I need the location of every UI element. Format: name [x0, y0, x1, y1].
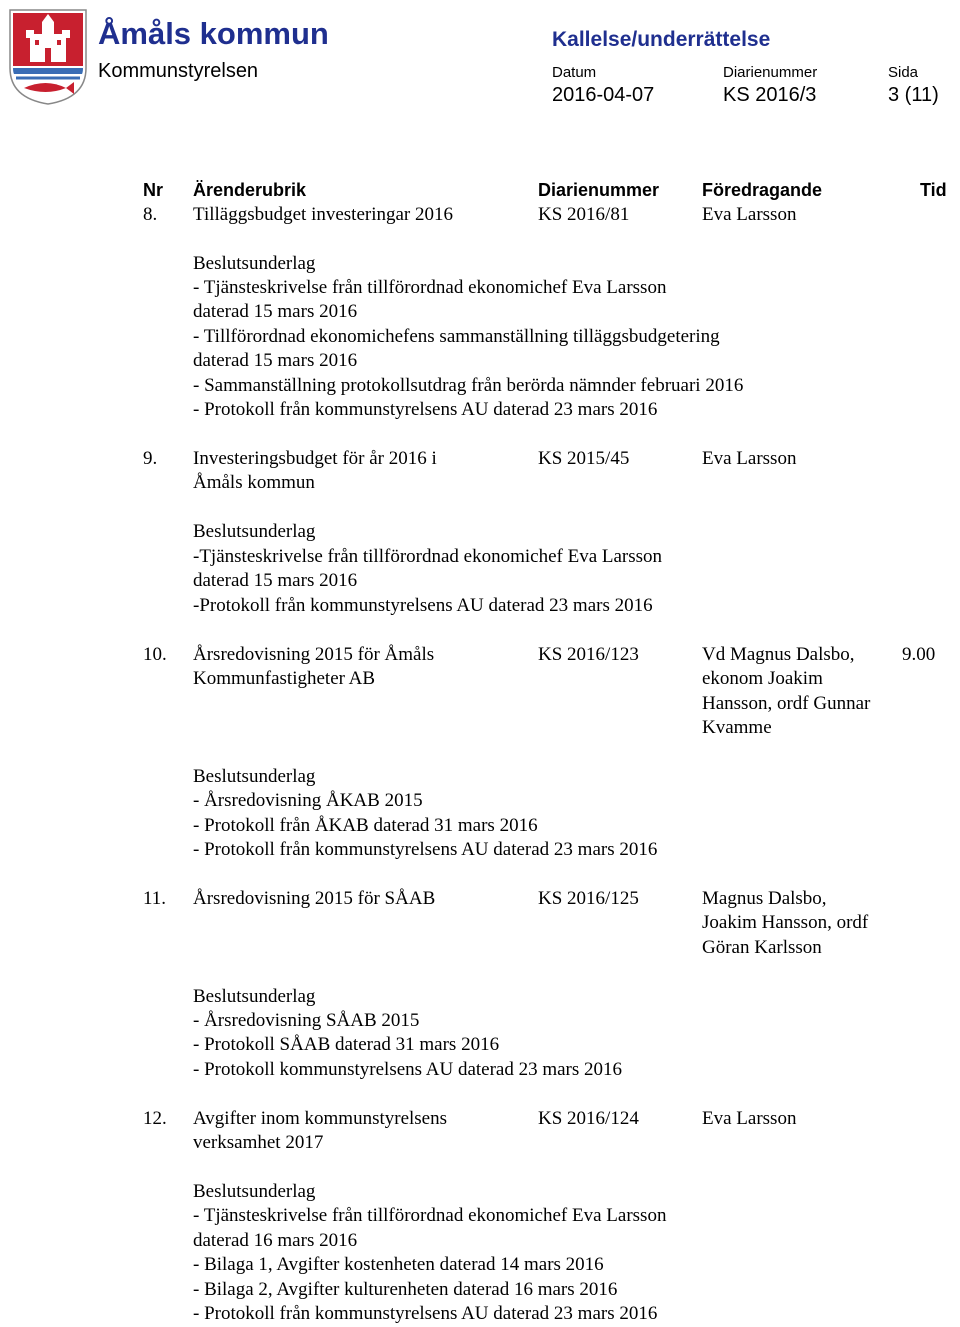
decision-basis-line: - Protokoll från kommunstyrelsens AU daterad 23 mars 2016 [193, 839, 658, 860]
decision-basis-line: -Protokoll från kommunstyrelsens AU daterad 23 mars 2016 [193, 595, 653, 616]
item-title: Åmåls kommun [193, 472, 315, 493]
item-presenter: Vd Magnus Dalsbo, [702, 644, 855, 665]
item-presenter: Eva Larsson [702, 204, 797, 225]
item-title: Avgifter inom kommunstyrelsens [193, 1108, 448, 1129]
item-presenter: Göran Karlsson [702, 937, 822, 958]
column-header-time: Tid [920, 180, 947, 200]
item-title: Kommunfastigheter AB [193, 668, 376, 689]
decision-basis-heading: Beslutsunderlag [193, 1181, 316, 1202]
item-time: 9.00 [902, 644, 936, 665]
decision-basis-line: - Bilaga 1, Avgifter kostenheten daterad 14 mars 2016 [193, 1254, 604, 1275]
item-presenter: Kvamme [702, 717, 772, 738]
column-header-presenter: Föredragande [702, 180, 823, 200]
decision-basis-line: - Protokoll från kommunstyrelsens AU daterad 23 mars 2016 [193, 1303, 658, 1324]
decision-basis-line: daterad 15 mars 2016 [193, 350, 358, 371]
registration-number-value: KS 2016/3 [723, 84, 817, 106]
item-registration-number: KS 2016/125 [538, 888, 639, 909]
item-presenter: Eva Larsson [702, 448, 797, 469]
item-number: 10. [143, 644, 167, 665]
item-registration-number: KS 2016/123 [538, 644, 639, 665]
date-value: 2016-04-07 [552, 84, 655, 106]
column-header-registration-number: Diarienummer [538, 180, 660, 200]
decision-basis-line: - Protokoll från ÅKAB daterad 31 mars 2016 [193, 815, 538, 836]
document-type: Kallelse/underrättelse [552, 28, 771, 51]
page-value: 3 (11) [888, 84, 939, 106]
item-title: verksamhet 2017 [193, 1132, 324, 1153]
page-label: Sida [888, 64, 919, 81]
item-presenter: ekonom Joakim [702, 668, 823, 689]
item-title: Årsredovisning 2015 för SÅAB [193, 888, 436, 909]
item-presenter: Joakim Hansson, ordf [702, 912, 869, 933]
item-number: 11. [143, 888, 167, 909]
organization-department: Kommunstyrelsen [98, 60, 259, 82]
item-number: 8. [143, 204, 158, 225]
decision-basis-heading: Beslutsunderlag [193, 986, 316, 1007]
decision-basis-line: - Protokoll kommunstyrelsens AU daterad 23 mars 2016 [193, 1059, 623, 1080]
decision-basis-heading: Beslutsunderlag [193, 766, 316, 787]
item-number: 9. [143, 448, 158, 469]
decision-basis-line: daterad 16 mars 2016 [193, 1230, 358, 1251]
decision-basis-line: daterad 15 mars 2016 [193, 301, 358, 322]
item-registration-number: KS 2016/124 [538, 1108, 639, 1129]
decision-basis-heading: Beslutsunderlag [193, 521, 316, 542]
item-title: Tilläggsbudget investeringar 2016 [193, 204, 453, 225]
decision-basis-line: - Protokoll SÅAB daterad 31 mars 2016 [193, 1034, 500, 1055]
amal-coat-of-arms-icon [8, 8, 88, 106]
decision-basis-line: - Årsredovisning SÅAB 2015 [193, 1010, 420, 1031]
item-presenter: Magnus Dalsbo, [702, 888, 827, 909]
decision-basis-line: - Bilaga 2, Avgifter kulturenheten daterad 16 mars 2016 [193, 1279, 618, 1300]
item-presenter: Hansson, ordf Gunnar [702, 693, 871, 714]
decision-basis-line: - Tillförordnad ekonomichefens sammanställning tilläggsbudgetering [193, 326, 720, 347]
decision-basis-line: - Tjänsteskrivelse från tillförordnad ekonomichef Eva Larsson [193, 1205, 667, 1226]
item-number: 12. [143, 1108, 167, 1129]
column-header-nr: Nr [143, 180, 164, 200]
column-header-subject: Ärenderubrik [193, 180, 307, 200]
decision-basis-line: - Protokoll från kommunstyrelsens AU daterad 23 mars 2016 [193, 399, 658, 420]
item-presenter: Eva Larsson [702, 1108, 797, 1129]
decision-basis-line: - Tjänsteskrivelse från tillförordnad ekonomichef Eva Larsson [193, 277, 667, 298]
registration-number-label: Diarienummer [723, 64, 818, 81]
decision-basis-heading: Beslutsunderlag [193, 253, 316, 274]
item-title: Årsredovisning 2015 för Åmåls [193, 644, 435, 665]
organization-name: Åmåls kommun [98, 16, 329, 51]
date-label: Datum [552, 64, 597, 81]
decision-basis-line: - Sammanställning protokollsutdrag från berörda nämnder februari 2016 [193, 375, 744, 396]
decision-basis-line: - Årsredovisning ÅKAB 2015 [193, 790, 423, 811]
item-registration-number: KS 2015/45 [538, 448, 630, 469]
item-title: Investeringsbudget för år 2016 i [193, 448, 437, 469]
decision-basis-line: -Tjänsteskrivelse från tillförordnad ekonomichef Eva Larsson [193, 546, 663, 567]
item-registration-number: KS 2016/81 [538, 204, 630, 225]
decision-basis-line: daterad 15 mars 2016 [193, 570, 358, 591]
